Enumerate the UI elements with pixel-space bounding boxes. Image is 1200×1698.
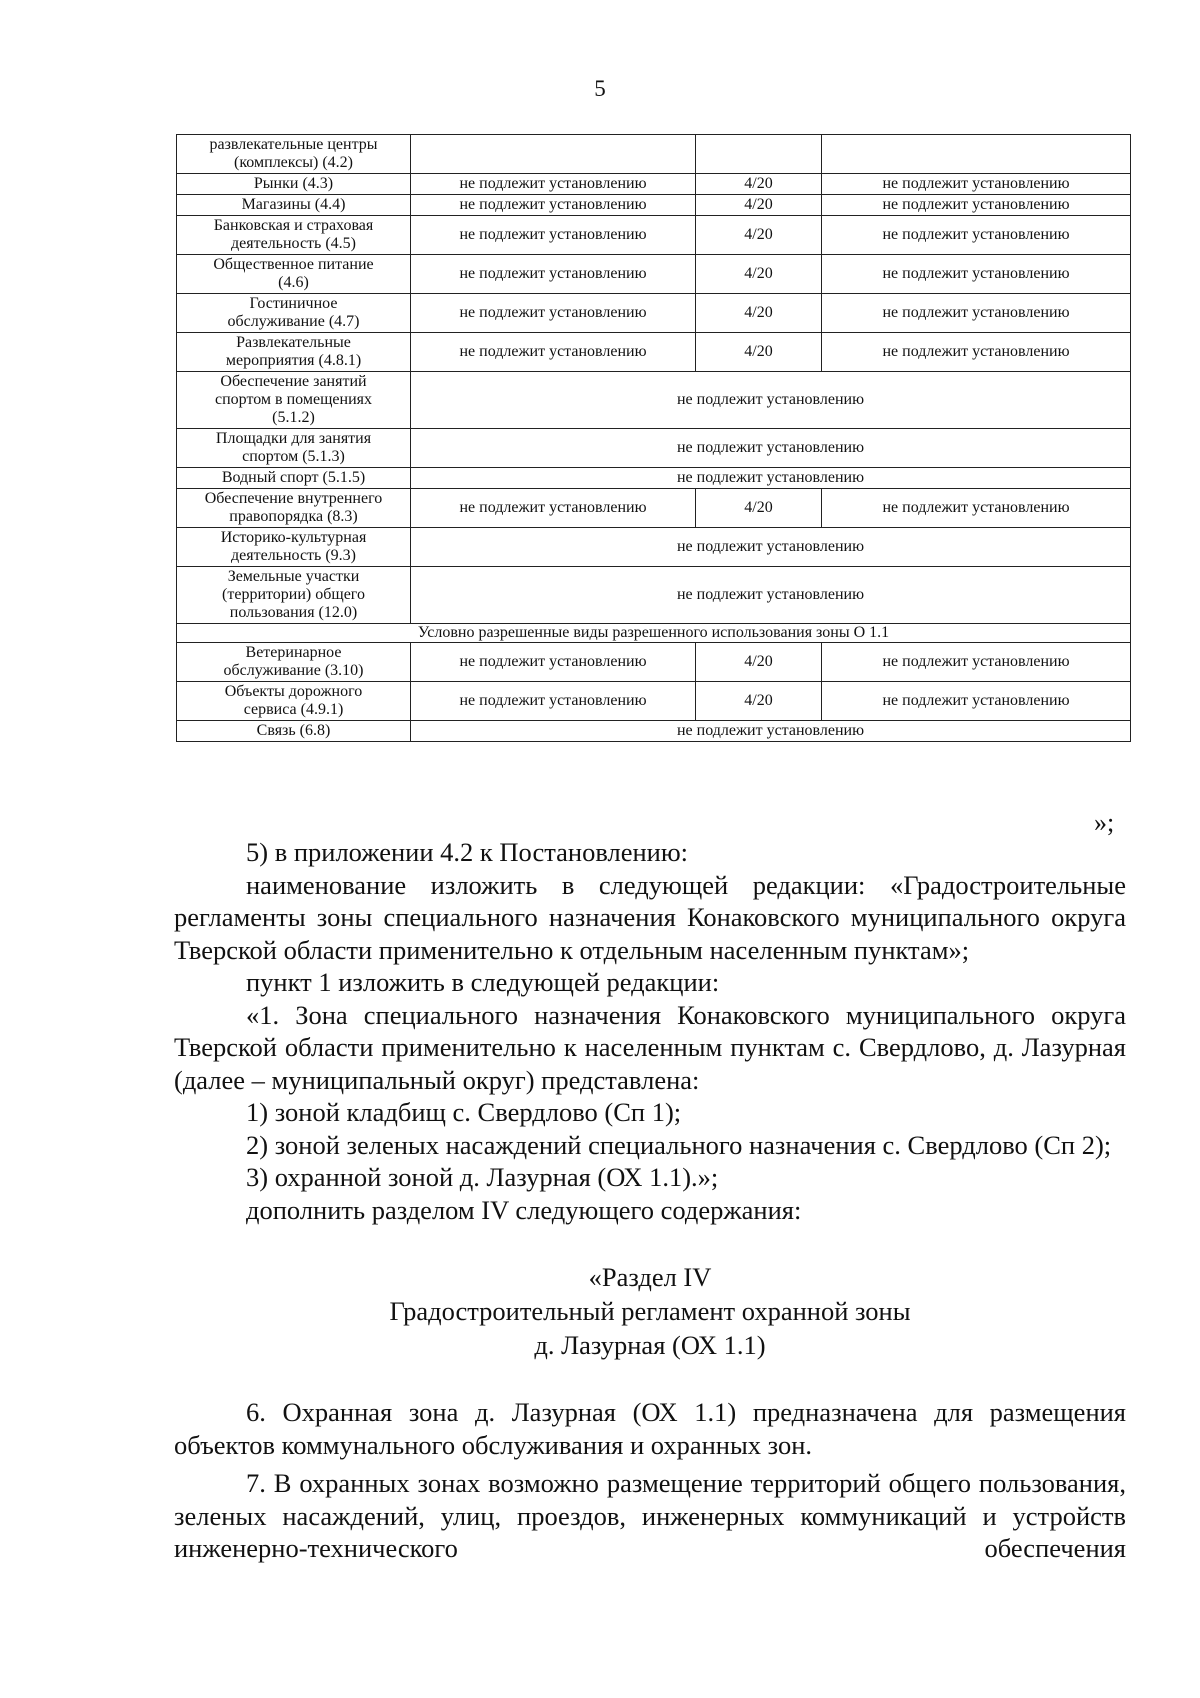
value-cell-3: не подлежит установлению xyxy=(822,195,1131,216)
table-row xyxy=(177,216,1131,255)
value-cell-1: не подлежит установлению xyxy=(411,294,696,333)
use-type-line: Объекты дорожного xyxy=(224,683,363,700)
paragraph-zone-green: 2) зоной зеленых насаждений специального назначения с. Свердлово (Сп 2); xyxy=(246,1129,1112,1160)
page-number: 5 xyxy=(594,76,606,101)
use-type-cell xyxy=(177,294,411,333)
merged-value-cell: не подлежит установлению xyxy=(411,721,1131,742)
use-type-cell xyxy=(177,135,411,174)
use-type-cell xyxy=(177,489,411,528)
value-cell-2: 4/20 xyxy=(696,682,822,721)
use-type-line: Магазины (4.4) xyxy=(241,196,346,213)
section-heading-line-3: д. Лазурная (ОХ 1.1) xyxy=(534,1330,766,1360)
use-type-line: сервиса (4.9.1) xyxy=(243,701,344,718)
value-cell-2: 4/20 xyxy=(696,174,822,195)
use-type-line: (комплексы) (4.2) xyxy=(234,154,353,171)
value-cell-3: не подлежит установлению xyxy=(822,294,1131,333)
value-cell-2: 4/20 xyxy=(696,216,822,255)
body-text xyxy=(174,836,1126,1565)
use-type-line: (территории) общего xyxy=(222,586,365,603)
use-type-cell xyxy=(177,216,411,255)
use-type-line: Историко-культурная xyxy=(220,529,367,546)
value-cell-2: 4/20 xyxy=(696,333,822,372)
use-type-line: (4.6) xyxy=(278,274,309,291)
value-cell-1: не подлежит установлению xyxy=(411,195,696,216)
table-row xyxy=(177,255,1131,294)
use-type-line: Рынки (4.3) xyxy=(253,175,334,192)
value-cell-1: не подлежит установлению xyxy=(411,255,696,294)
value-cell-3 xyxy=(822,135,1131,174)
use-type-line: Обеспечение занятий xyxy=(220,373,367,390)
merged-value-cell: не подлежит установлению xyxy=(411,372,1131,429)
use-type-line: деятельность (9.3) xyxy=(231,547,356,564)
value-cell-3: не подлежит установлению xyxy=(822,643,1131,682)
value-cell-2: 4/20 xyxy=(696,294,822,333)
value-cell-3: не подлежит установлению xyxy=(822,216,1131,255)
value-cell-1: не подлежит установлению xyxy=(411,643,696,682)
use-type-line: Водный спорт (5.1.5) xyxy=(221,469,366,486)
value-cell-2: 4/20 xyxy=(696,195,822,216)
regulations-table xyxy=(176,134,1131,742)
use-type-line: пользования (12.0) xyxy=(229,604,358,621)
table-row xyxy=(177,567,1131,624)
value-cell-3: не подлежит установлению xyxy=(822,489,1131,528)
value-cell-3: не подлежит установлению xyxy=(822,255,1131,294)
table-row xyxy=(177,721,1131,742)
value-cell-3: не подлежит установлению xyxy=(822,333,1131,372)
paragraph-item-6: 6. Охранная зона д. Лазурная (ОХ 1.1) предназначена для размещения объектов коммунального обслуживания и охранных зон. xyxy=(174,1397,1126,1460)
use-type-line: спортом (5.1.3) xyxy=(242,448,345,465)
use-type-line: Связь (6.8) xyxy=(256,722,331,739)
use-type-line: спортом в помещениях xyxy=(215,391,372,408)
use-type-cell xyxy=(177,682,411,721)
use-type-line: деятельность (4.5) xyxy=(231,235,356,252)
use-type-line: обслуживание (3.10) xyxy=(223,662,364,679)
use-type-cell xyxy=(177,195,411,216)
table-section-row xyxy=(177,624,1131,643)
use-type-line: Банковская и страховая xyxy=(213,217,374,234)
merged-value-cell: не подлежит установлению xyxy=(411,468,1131,489)
value-cell-3: не подлежит установлению xyxy=(822,682,1131,721)
table-row xyxy=(177,294,1131,333)
value-cell-1 xyxy=(411,135,696,174)
use-type-cell xyxy=(177,429,411,468)
use-type-line: Площадки для занятия xyxy=(215,430,372,447)
value-cell-1: не подлежит установлению xyxy=(411,333,696,372)
table-row xyxy=(177,489,1131,528)
table-row xyxy=(177,643,1131,682)
use-type-line: развлекательные центры xyxy=(209,136,378,153)
value-cell-2: 4/20 xyxy=(696,643,822,682)
use-type-cell xyxy=(177,333,411,372)
paragraph-name-edit: наименование изложить в следующей редакции: «Градостроительные регламенты зоны специального назначения Конаковского муниципального округа Тверской области применительно к отдельным населенным пунктам»; xyxy=(174,869,1126,965)
use-type-line: Ветеринарное xyxy=(245,644,342,661)
use-type-line: Обеспечение внутреннего xyxy=(204,490,383,507)
use-type-line: Гостиничное xyxy=(249,295,338,312)
merged-value-cell: не подлежит установлению xyxy=(411,429,1131,468)
use-type-cell xyxy=(177,567,411,624)
paragraph-zone-cemetery: 1) зоной кладбищ с. Свердлово (Сп 1); xyxy=(246,1097,682,1127)
table-row xyxy=(177,174,1131,195)
table-row xyxy=(177,333,1131,372)
merged-value-cell: не подлежит установлению xyxy=(411,528,1131,567)
table-closing-quote: »; xyxy=(1094,808,1115,837)
value-cell-2 xyxy=(696,135,822,174)
paragraph-zone-protected: 3) охранной зоной д. Лазурная (ОХ 1.1).»; xyxy=(246,1162,719,1192)
section-heading xyxy=(174,1260,1126,1362)
merged-value-cell: не подлежит установлению xyxy=(411,567,1131,624)
use-type-cell xyxy=(177,643,411,682)
use-type-cell xyxy=(177,721,411,742)
table-row xyxy=(177,528,1131,567)
paragraph-add-section: дополнить разделом IV следующего содержания: xyxy=(246,1194,802,1225)
use-type-line: мероприятия (4.8.1) xyxy=(225,352,362,369)
table-row xyxy=(177,135,1131,174)
table-row xyxy=(177,195,1131,216)
use-type-cell xyxy=(177,372,411,429)
use-type-line: правопорядка (8.3) xyxy=(229,508,358,525)
use-type-line: обслуживание (4.7) xyxy=(227,313,360,330)
paragraph-point-1-edit: пункт 1 изложить в следующей редакции: xyxy=(246,967,720,997)
value-cell-2: 4/20 xyxy=(696,489,822,528)
use-type-line: Земельные участки xyxy=(227,568,360,585)
use-type-cell xyxy=(177,255,411,294)
table-row xyxy=(177,429,1131,468)
value-cell-1: не подлежит установлению xyxy=(411,174,696,195)
value-cell-2: 4/20 xyxy=(696,255,822,294)
value-cell-3: не подлежит установлению xyxy=(822,174,1131,195)
paragraph-item-5: 5) в приложении 4.2 к Постановлению: xyxy=(246,837,688,867)
use-type-line: Развлекательные xyxy=(236,334,351,351)
section-heading-line-2: Градостроительный регламент охранной зоны xyxy=(389,1296,911,1326)
use-type-cell xyxy=(177,468,411,489)
table-row xyxy=(177,468,1131,489)
use-type-cell xyxy=(177,528,411,567)
section-title-cell: Условно разрешенные виды разрешенного использования зоны О 1.1 xyxy=(177,624,1131,643)
value-cell-1: не подлежит установлению xyxy=(411,216,696,255)
value-cell-1: не подлежит установлению xyxy=(411,682,696,721)
use-type-line: Общественное питание xyxy=(213,256,374,273)
paragraph-item-7: 7. В охранных зонах возможно размещение территорий общего пользования, зеленых насаждений, улиц, проездов, инженерных коммуникаций и устройств инженерно-технического обеспечения xyxy=(174,1468,1126,1563)
use-type-line: (5.1.2) xyxy=(272,409,315,426)
value-cell-1: не подлежит установлению xyxy=(411,489,696,528)
table-row xyxy=(177,372,1131,429)
paragraph-zone-description: «1. Зона специального назначения Конаковского муниципального округа Тверской области применительно к населенным пунктам с. Свердлово, д. Лазурная (далее – муниципальный округ) представлена: xyxy=(174,999,1126,1095)
section-heading-line-1: «Раздел IV xyxy=(588,1262,712,1292)
table-row xyxy=(177,682,1131,721)
use-type-cell xyxy=(177,174,411,195)
